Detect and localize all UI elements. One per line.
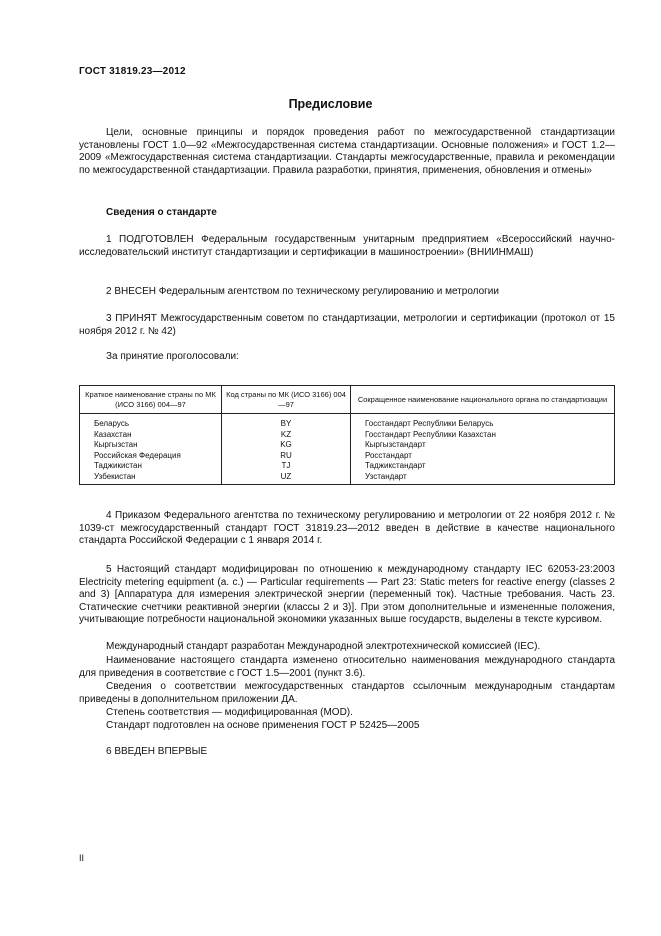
item-6-paragraph: 6 ВВЕДЕН ВПЕРВЫЕ — [106, 746, 208, 757]
item-5-basis-note: Стандарт подготовлен на основе применения ГОСТ Р 52425—2005 — [106, 720, 420, 731]
voting-countries-table — [79, 385, 615, 485]
table-header-cell: Сокращенное наименование национального органа по стандартизации — [351, 386, 615, 414]
item-3-paragraph: 3 ПРИНЯТ Межгосударственным советом по стандартизации, метрологии и сертификации (протокол от 15 ноября 2012 г. № 42) — [79, 313, 615, 337]
item-5-title-note: Наименование настоящего стандарта изменено относительно наименования международного стандарта для приведения в соответствие с ГОСТ 1.5—2001 (пункт 3.6). — [79, 655, 615, 679]
country-name: Казахстан — [80, 430, 222, 441]
table-header-row — [80, 386, 615, 414]
section-subheading: Сведения о стандарте — [106, 207, 217, 218]
table-row — [80, 461, 615, 472]
table-header-cell: Краткое наименование страны по МК (ИСО 3166) 004—97 — [80, 386, 222, 414]
country-name: Узбекистан — [80, 472, 222, 485]
country-code: BY — [222, 414, 351, 430]
page-number: II — [79, 853, 85, 863]
country-code: UZ — [222, 472, 351, 485]
standards-body: Узстандарт — [351, 472, 615, 485]
voting-intro: За принятие проголосовали: — [106, 351, 239, 362]
item-5-iec-note: Международный стандарт разработан Международной электротехнической комиссией (IEC). — [106, 641, 541, 652]
intro-paragraph: Цели, основные принципы и порядок проведения работ по межгосударственной стандартизации установлены ГОСТ 1.0—92 «Межгосударственная система стандартизации. Основные положения» и ГОСТ 1.2—2009 «Межгосударственная система стандартизации. Стандарты межгосударственные, правила и рекомендации по межгосударственной стандартизации. Правила разработки, принятия, применения, обновления и отмены» — [79, 127, 615, 176]
page-title: Предисловие — [288, 97, 373, 111]
item-5-annex-note: Сведения о соответствии межгосударственных стандартов ссылочным международным стандартам приведены в дополнительном приложении ДА. — [79, 681, 615, 705]
country-name: Российская Федерация — [80, 451, 222, 462]
table-header-cell: Код страны по МК (ИСО 3166) 004—97 — [222, 386, 351, 414]
item-5-paragraph: 5 Настоящий стандарт модифицирован по отношению к международному стандарту IEC 62053-23:2003 Electricity metering equipment (a. c.) — Particular requirements — Part 23: Static meters for reactive energy (classes 2 and 3) [Аппаратура для измерения электрической энергии (переменный ток). Частные требования. Часть 23. Статические счетчики реактивной энергии (классы 2 и 3)]. При этом дополнительные и измененные положения, учитывающие потребности национальной экономики указанных выше государств, выделены в тексте курсивом. — [79, 564, 615, 625]
item-1-paragraph: 1 ПОДГОТОВЛЕН Федеральным государственным унитарным предприятием «Всероссийский научно-исследовательский институт стандартизации и сертификации в машиностроении» (ВНИИНМАШ) — [79, 234, 615, 258]
table-row — [80, 451, 615, 462]
table-row — [80, 440, 615, 451]
standards-body: Госстандарт Республики Беларусь — [351, 414, 615, 430]
country-code: KZ — [222, 430, 351, 441]
item-5-degree-note: Степень соответствия — модифицированная (MOD). — [106, 707, 353, 718]
standards-body: Госстандарт Республики Казахстан — [351, 430, 615, 441]
standards-body: Росстандарт — [351, 451, 615, 462]
country-code: RU — [222, 451, 351, 462]
standards-body: Кыргызстандарт — [351, 440, 615, 451]
item-2-paragraph: 2 ВНЕСЕН Федеральным агентством по техническому регулированию и метрологии — [106, 286, 499, 297]
standards-body: Таджикстандарт — [351, 461, 615, 472]
country-name: Таджикистан — [80, 461, 222, 472]
country-code: TJ — [222, 461, 351, 472]
document-code: ГОСТ 31819.23—2012 — [79, 66, 186, 77]
table-row — [80, 414, 615, 430]
table-row — [80, 472, 615, 485]
item-4-paragraph: 4 Приказом Федерального агентства по техническому регулированию и метрологии от 22 ноября 2012 г. № 1039-ст межгосударственный стандарт ГОСТ 31819.23—2012 введен в действие в качестве национального стандарта Российской Федерации с 1 января 2014 г. — [79, 510, 615, 546]
table-row — [80, 430, 615, 441]
country-code: KG — [222, 440, 351, 451]
country-name: Беларусь — [80, 414, 222, 430]
country-name: Кыргызстан — [80, 440, 222, 451]
